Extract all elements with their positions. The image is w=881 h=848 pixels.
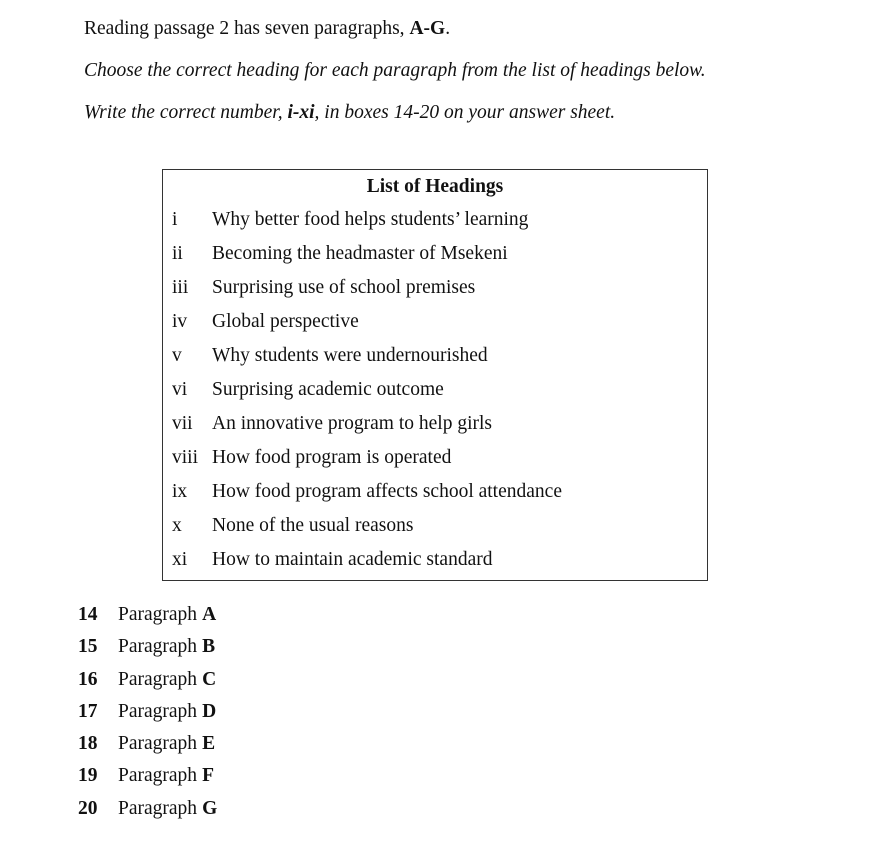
instruction-line-3 [84, 102, 615, 124]
question-row [78, 604, 217, 636]
heading-text: Surprising use of school premises [212, 277, 476, 298]
heading-number: ix [172, 481, 188, 502]
question-number: 19 [78, 765, 98, 787]
heading-item [172, 413, 492, 435]
question-number: 16 [78, 668, 98, 690]
heading-item [172, 209, 528, 231]
heading-number: viii [172, 447, 199, 468]
heading-text: Becoming the headmaster of Msekeni [212, 243, 508, 264]
paragraph-letter: C [202, 668, 217, 690]
heading-number: vi [172, 379, 188, 400]
paragraph-letter: B [202, 636, 216, 658]
number-range: i-xi [287, 102, 315, 123]
paragraph-letter: F [202, 765, 214, 787]
heading-text: Why better food helps students’ learning [212, 209, 529, 230]
paragraph-letter: G [202, 797, 218, 819]
heading-number: ii [172, 243, 183, 264]
question-label: Paragraph [118, 733, 198, 755]
paragraph-letter: A [202, 604, 217, 625]
question-number: 17 [78, 700, 98, 722]
question-label: Paragraph [118, 636, 198, 658]
heading-number: xi [172, 549, 188, 570]
paragraph-range: A-G [409, 18, 446, 39]
question-row [78, 701, 217, 733]
heading-text: How food program is operated [212, 447, 452, 468]
instruction-text: Reading passage 2 has seven paragraphs, [84, 18, 410, 39]
question-row [78, 765, 217, 797]
heading-item [172, 447, 451, 469]
instruction-line-1 [84, 18, 450, 40]
question-label: Paragraph [118, 765, 198, 787]
heading-item [172, 379, 444, 401]
instruction-text: , in boxes 14-20 on your answer sheet. [314, 102, 616, 123]
instruction-line-2: Choose the correct heading for each paragraph from the list of headings below. [84, 60, 706, 81]
heading-number: i [172, 209, 178, 230]
heading-number: v [172, 345, 182, 366]
heading-item [172, 515, 413, 537]
question-row [78, 733, 217, 765]
question-number: 15 [78, 636, 98, 658]
heading-number: iv [172, 311, 188, 332]
heading-number: vii [172, 413, 193, 434]
heading-item [172, 311, 359, 333]
question-label: Paragraph [118, 700, 198, 722]
question-number: 20 [78, 797, 98, 819]
heading-text: How food program affects school attendance [212, 481, 562, 502]
heading-text: An innovative program to help girls [212, 413, 492, 434]
question-list [78, 604, 217, 830]
heading-item [172, 277, 475, 299]
list-of-headings-box [162, 169, 708, 581]
question-number: 18 [78, 733, 98, 755]
instruction-text: Write the correct number, [84, 102, 288, 123]
question-row [78, 798, 217, 830]
paragraph-letter: E [202, 733, 216, 755]
heading-text: Surprising academic outcome [212, 379, 444, 400]
question-label: Paragraph [118, 604, 198, 625]
heading-text: How to maintain academic standard [212, 549, 493, 570]
heading-number: iii [172, 277, 189, 298]
heading-item [172, 481, 562, 503]
heading-item [172, 549, 492, 571]
heading-item [172, 243, 508, 265]
instruction-text: . [445, 18, 451, 39]
question-number: 14 [78, 604, 98, 625]
question-row [78, 636, 217, 668]
heading-number: x [172, 515, 182, 536]
question-row [78, 669, 217, 701]
heading-item [172, 345, 488, 367]
question-label: Paragraph [118, 668, 198, 690]
paragraph-letter: D [202, 700, 217, 722]
list-of-headings-title: List of Headings [366, 176, 504, 197]
heading-text: Why students were undernourished [212, 345, 488, 366]
question-label: Paragraph [118, 797, 198, 819]
heading-text: Global perspective [212, 311, 359, 332]
heading-text: None of the usual reasons [212, 515, 414, 536]
